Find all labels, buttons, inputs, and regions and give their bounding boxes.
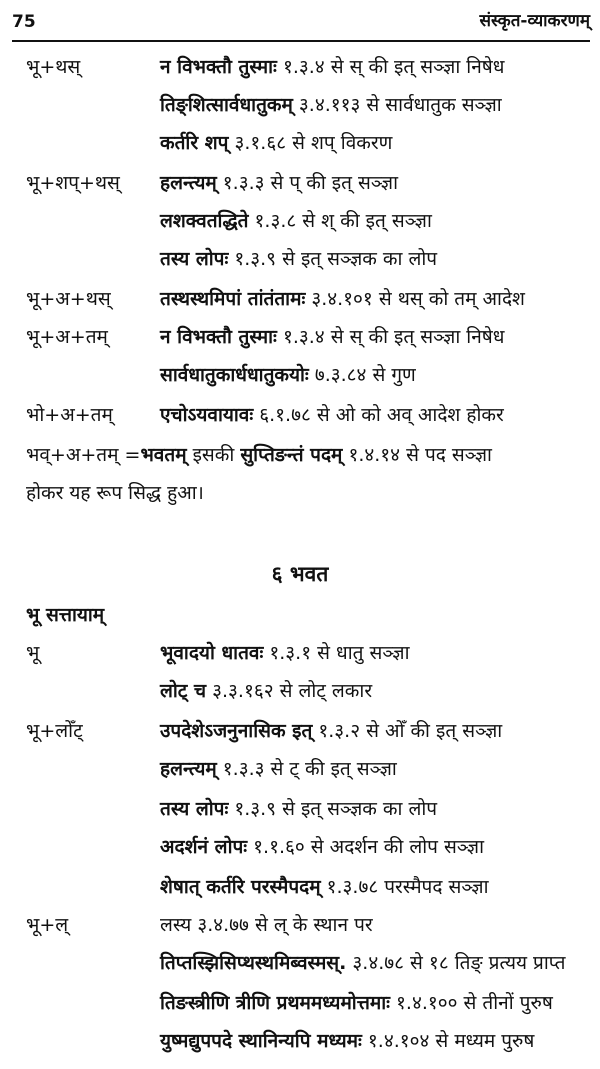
sutra-name: लशक्वतद्धिते — [160, 210, 249, 232]
conclusion-line: भव्+अ+तम् =भवतम् इसकी सुप्तिङन्तं पदम् १.४.१४ से पद सञ्ज्ञा — [26, 444, 492, 466]
section-title: ६ भवत — [271, 562, 329, 586]
derivation-line: लोट् च ३.३.१६२ से लोट् लकार — [160, 680, 373, 702]
conclusion-line: होकर यह रूप सिद्ध हुआ। — [26, 482, 204, 504]
derivation-line: भू+थस् न विभक्तौ तुस्माः १.३.४ से स् की इत् सञ्ज्ञा निषेध — [26, 56, 505, 78]
derivation-line: शेषात् कर्तरि परस्मैपदम् १.३.७८ परस्मैपद सञ्ज्ञा — [160, 876, 489, 898]
derivation-line: युष्मद्युपपदे स्थानिन्यपि मध्यमः १.४.१०४ से मध्यम पुरुष — [160, 1030, 535, 1052]
derivation-line: सार्वधातुकार्धधातुकयोः ७.३.८४ से गुण — [160, 364, 416, 386]
sutra-name: तिङ्शित्सार्वधातुकम् — [160, 94, 293, 116]
running-title: संस्कृत-व्याकरणम् — [479, 11, 590, 31]
page-number: 75 — [12, 12, 36, 32]
derivation-line: भू भूवादयो धातवः १.३.१ से धातु सञ्ज्ञा — [26, 642, 410, 664]
derivation-line: तस्य लोपः १.३.९ से इत् सञ्ज्ञक का लोप — [160, 248, 438, 270]
sutra-name: हलन्त्यम् — [160, 172, 217, 194]
sutra-name: कर्तरि शप् — [160, 132, 229, 154]
sutra-name: उपदेशेऽजनुनासिक इत् — [160, 720, 313, 742]
derivation-line: तिङ्शित्सार्वधातुकम् ३.४.११३ से सार्वधातुक सञ्ज्ञा — [160, 94, 502, 116]
section-subheading: भू सत्तायाम् — [26, 604, 105, 626]
sutra-name: सार्वधातुकार्धधातुकयोः — [160, 364, 309, 386]
derivation-line: अदर्शनं लोपः १.१.६० से अदर्शन की लोप सञ्ज्ञा — [160, 836, 484, 858]
sutra-name: तस्य लोपः — [160, 798, 229, 820]
sutra-name: हलन्त्यम् — [160, 758, 217, 780]
sutra-name: भूवादयो धातवः — [160, 642, 264, 664]
derivation-line: भू+शप्+थस् हलन्त्यम् १.३.३ से प् की इत् सञ्ज्ञा — [26, 172, 399, 194]
sutra-name: लोट् च — [160, 680, 207, 702]
page-header — [12, 4, 590, 42]
derivation-line: भू+लोँट् उपदेशेऽजनुनासिक इत् १.३.२ से ओँ की इत् सञ्ज्ञा — [26, 720, 503, 742]
derivation-line: भो+अ+तम् एचोऽयवायावः ६.१.७८ से ओ को अव् आदेश होकर — [26, 404, 504, 426]
sutra-name: युष्मद्युपपदे स्थानिन्यपि मध्यमः — [160, 1030, 362, 1052]
sutra-name: एचोऽयवायावः — [160, 404, 254, 426]
derivation-line: भू+अ+तम् न विभक्तौ तुस्माः १.३.४ से स् की इत् सञ्ज्ञा निषेध — [26, 326, 505, 348]
derivation-line: तिप्तस्झिसिप्थस्थमिब्वस्मस्. ३.४.७८ से १८ तिङ् प्रत्यय प्राप्त — [160, 952, 566, 974]
derivation-line: हलन्त्यम् १.३.३ से ट् की इत् सञ्ज्ञा — [160, 758, 397, 780]
derivation-line: भू+ल् लस्य ३.४.७७ से ल् के स्थान पर — [26, 914, 373, 936]
derivation-line: कर्तरि शप् ३.१.६८ से शप् विकरण — [160, 132, 393, 154]
sutra-name: अदर्शनं लोपः — [160, 836, 248, 858]
sutra-name: न विभक्तौ तुस्माः — [160, 326, 277, 348]
sutra-name: न विभक्तौ तुस्माः — [160, 56, 277, 78]
sutra-name: शेषात् कर्तरि परस्मैपदम् — [160, 876, 321, 898]
sutra-name: तस्य लोपः — [160, 248, 229, 270]
derivation-line: भू+अ+थस् तस्थस्थमिपां तांतंतामः ३.४.१०१ से थस् को तम् आदेश — [26, 288, 525, 310]
sutra-name: तस्थस्थमिपां तांतंतामः — [160, 288, 306, 310]
derivation-line: लशक्वतद्धिते १.३.८ से श् की इत् सञ्ज्ञा — [160, 210, 432, 232]
sutra-name: तिङस्त्रीणि त्रीणि प्रथममध्यमोत्तमाः — [160, 992, 390, 1014]
derivation-line: तस्य लोपः १.३.९ से इत् सञ्ज्ञक का लोप — [160, 798, 438, 820]
sutra-name: तिप्तस्झिसिप्थस्थमिब्वस्मस्. — [160, 952, 347, 974]
derivation-line: तिङस्त्रीणि त्रीणि प्रथममध्यमोत्तमाः १.४.१०० से तीनों पुरुष — [160, 992, 553, 1014]
